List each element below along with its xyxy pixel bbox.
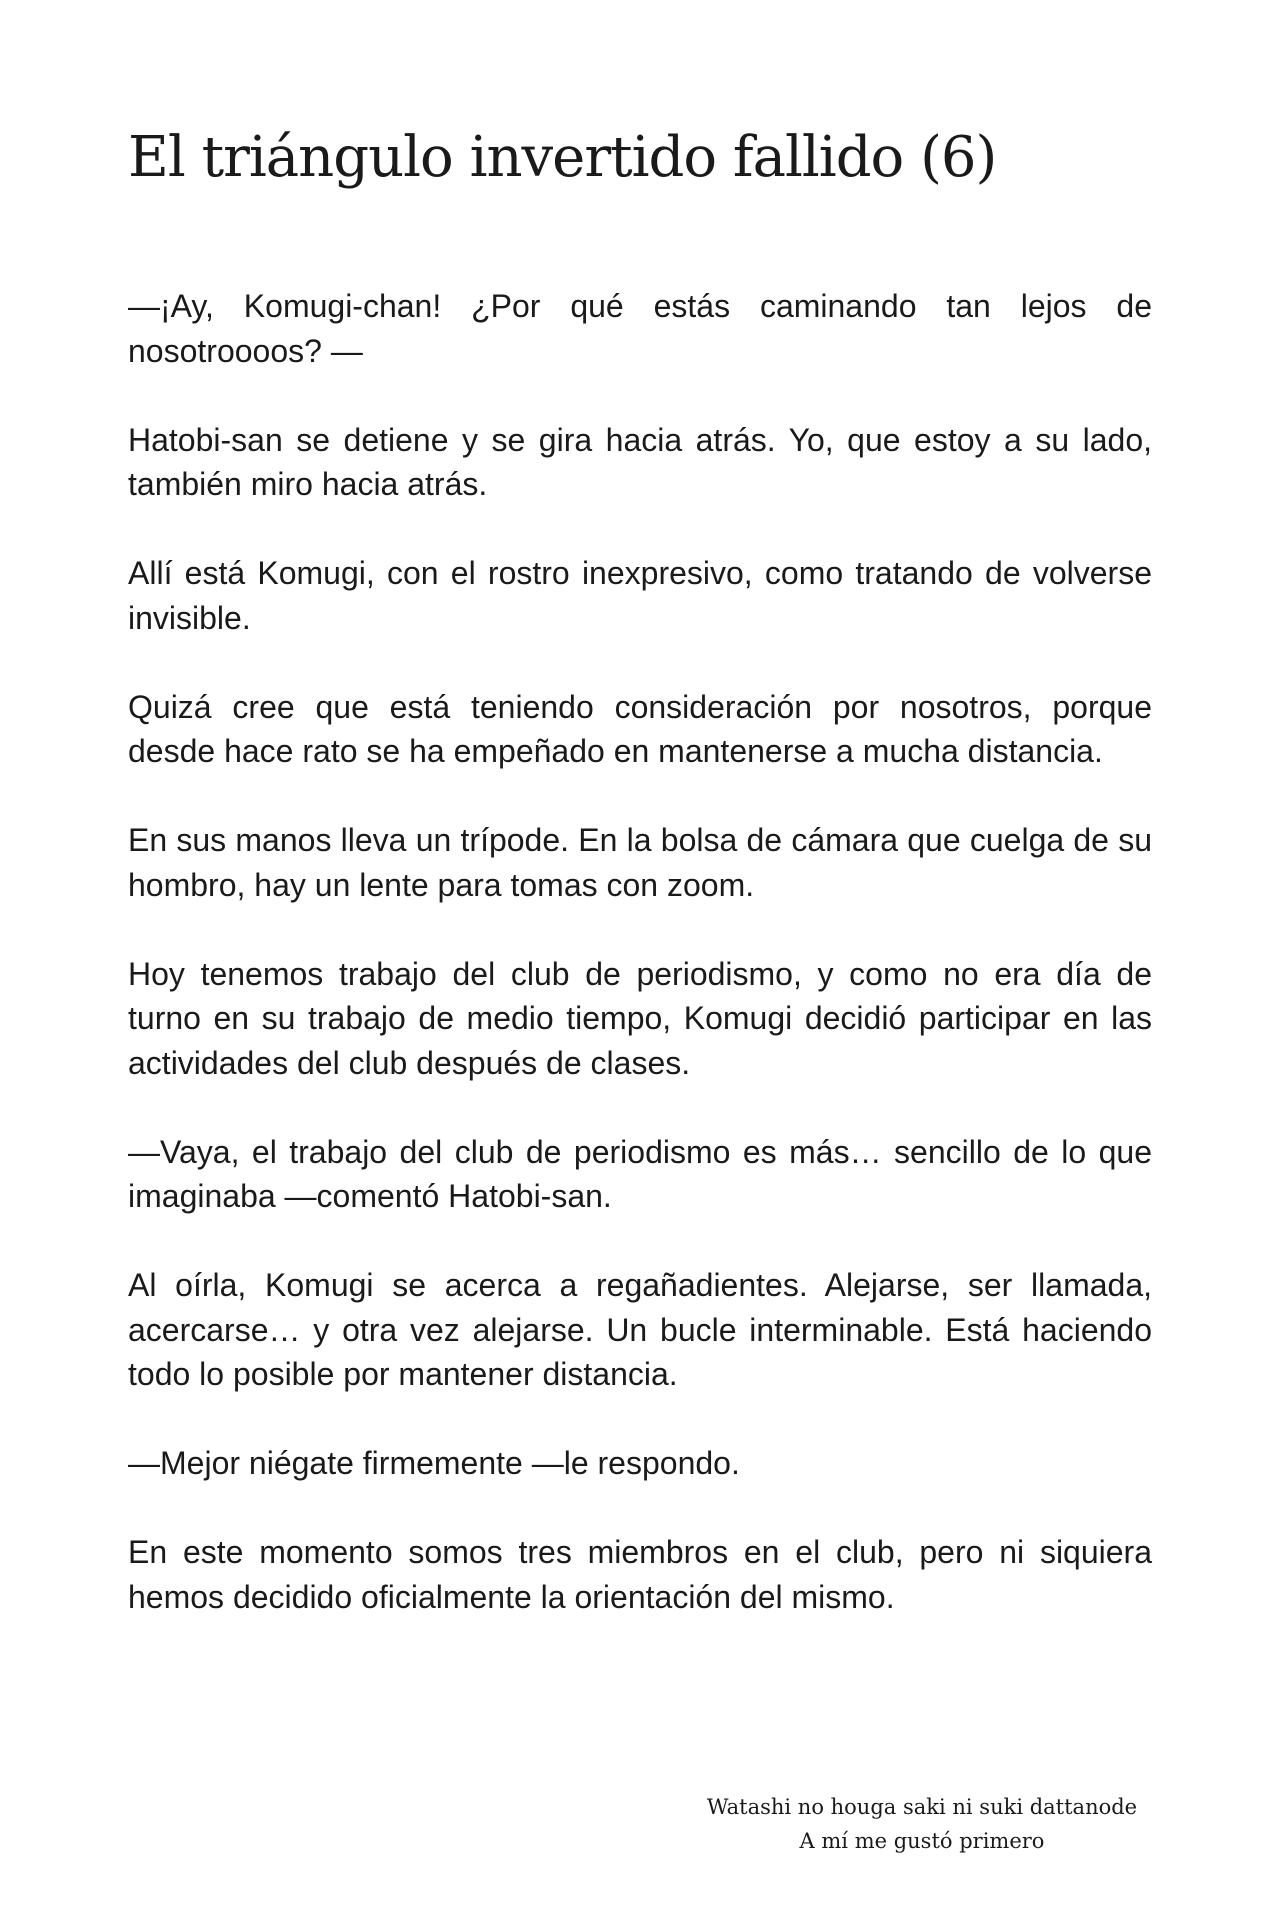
chapter-body — [128, 284, 1152, 1664]
footer-original-title: Watashi no houga saki ni suki dattanode — [706, 1795, 1138, 1819]
paragraph: —Vaya, el trabajo del club de periodismo es más… sencillo de lo que imaginaba —comentó Hatobi-san. — [128, 1133, 1152, 1214]
chapter-title: El triángulo invertido fallido (6) — [128, 125, 997, 190]
paragraph: Quizá cree que está teniendo consideración por nosotros, porque desde hace rato se ha empeñado en mantenerse a mucha distancia. — [128, 688, 1152, 769]
paragraph: En sus manos lleva un trípode. En la bolsa de cámara que cuelga de su hombro, hay un lente para tomas con zoom. — [128, 822, 1152, 903]
footer-translated-title: A mí me gustó primero — [799, 1829, 1045, 1853]
paragraph: En este momento somos tres miembros en el club, pero ni siquiera hemos decidido oficialmente la orientación del mismo. — [128, 1534, 1152, 1615]
page-footer — [642, 1790, 1202, 1858]
paragraph: Al oírla, Komugi se acerca a regañadientes. Alejarse, ser llamada, acercarse… y otra vez alejarse. Un bucle interminable. Está haciendo todo lo posible por mantener distancia. — [128, 1267, 1152, 1392]
paragraph: Hoy tenemos trabajo del club de periodismo, y como no era día de turno en su trabajo de medio tiempo, Komugi decidió participar en las actividades del club después de clases. — [128, 955, 1152, 1081]
paragraph: Hatobi-san se detiene y se gira hacia atrás. Yo, que estoy a su lado, también miro hacia atrás. — [128, 421, 1152, 502]
paragraph: Allí está Komugi, con el rostro inexpresivo, como tratando de volverse invisible. — [128, 555, 1152, 636]
paragraph: —Mejor niégate firmemente —le respondo. — [128, 1445, 740, 1481]
paragraph: —¡Ay, Komugi-chan! ¿Por qué estás caminando tan lejos de nosotroooos? — — [128, 288, 1152, 369]
